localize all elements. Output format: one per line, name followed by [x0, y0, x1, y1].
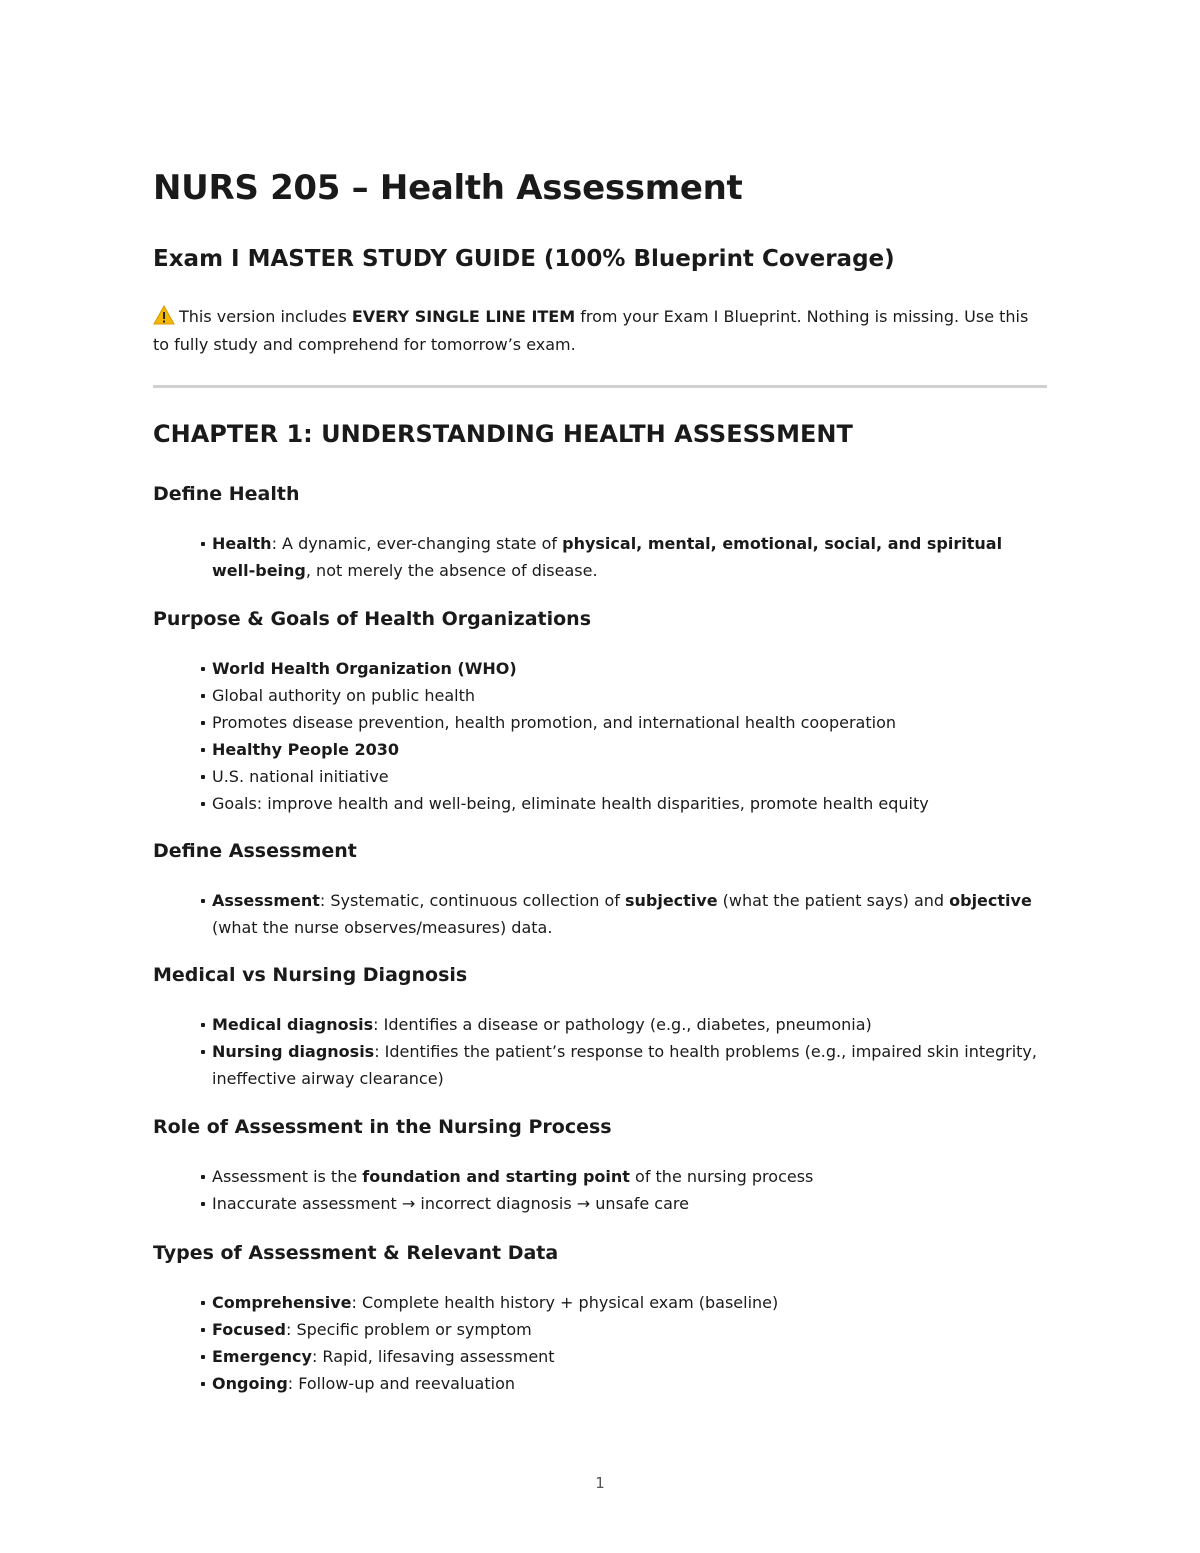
- section-heading: Define Health: [153, 483, 300, 505]
- item-bold-text: Nursing diagnosis: [212, 1042, 375, 1061]
- bullet-list: [201, 887, 1047, 941]
- list-item: [201, 763, 1047, 790]
- item-text: of the nursing process: [629, 1167, 814, 1186]
- list-item: [201, 655, 1047, 682]
- intro-text-before: This version includes: [179, 307, 352, 326]
- intro-text-after: from your Exam I Blueprint. Nothing is missing. Use this to fully study and comprehend for tomorrow’s exam.: [153, 307, 1029, 354]
- section-define-health: [153, 481, 1047, 580]
- item-text: Promotes disease prevention, health promotion, and international health cooperation: [212, 713, 897, 732]
- item-text: , not merely the absence of disease.: [305, 561, 598, 580]
- item-bold-text: World Health Organization (WHO): [212, 659, 517, 678]
- item-text: Goals: improve health and well-being, eliminate health disparities, promote health equity: [212, 794, 929, 813]
- item-text: : Rapid, lifesaving assessment: [311, 1347, 555, 1366]
- intro-text-bold: EVERY SINGLE LINE ITEM: [351, 307, 576, 326]
- item-text: U.S. national initiative: [212, 767, 389, 786]
- section-role-of-assessment: [153, 1114, 1047, 1213]
- item-bold-text: subjective: [624, 891, 718, 910]
- bullet-list: [201, 1289, 1047, 1397]
- item-text: : Systematic, continuous collection of: [319, 891, 625, 910]
- item-bold-text: foundation and starting point: [362, 1167, 630, 1186]
- list-item: [201, 682, 1047, 709]
- item-text: : Identifies a disease or pathology (e.g., diabetes, pneumonia): [373, 1015, 872, 1034]
- item-bold-text: Medical diagnosis: [212, 1015, 374, 1034]
- item-bold-text: Healthy People 2030: [212, 740, 400, 759]
- bullet-list: [201, 1163, 1047, 1217]
- list-item: [201, 1343, 1047, 1370]
- document-title: NURS 205 – Health Assessment: [153, 168, 743, 208]
- list-item: [201, 709, 1047, 736]
- item-text: (what the patient says) and: [717, 891, 950, 910]
- list-item: [201, 1370, 1047, 1397]
- item-text: : Specific problem or symptom: [285, 1320, 532, 1339]
- section-heading: Purpose & Goals of Health Organizations: [153, 608, 592, 630]
- item-text: : Identifies the patient’s response to health problems (e.g., impaired skin integrity, ineffective airway clearance): [212, 1042, 1037, 1088]
- item-bold-text: objective: [949, 891, 1032, 910]
- item-bold-text: Assessment: [212, 891, 320, 910]
- list-item: [201, 1289, 1047, 1316]
- term-health: Health: [212, 534, 272, 553]
- item-bold-text: physical, mental, emotional, social, and spiritual well-being: [212, 534, 1003, 580]
- section-purpose-goals: [153, 606, 1047, 813]
- list-item: [201, 1011, 1047, 1038]
- page-number: 1: [595, 1474, 605, 1492]
- list-item: [201, 736, 1047, 763]
- item-bold-text: Comprehensive: [212, 1293, 352, 1312]
- section-heading: Define Assessment: [153, 840, 357, 862]
- list-item: [201, 1038, 1047, 1092]
- list-item: [201, 887, 1047, 941]
- list-item: [201, 790, 1047, 817]
- list-item: [201, 1316, 1047, 1343]
- item-bold-text: Ongoing: [212, 1374, 288, 1393]
- section-heading: Medical vs Nursing Diagnosis: [153, 964, 468, 986]
- bullet-list: [201, 530, 1047, 584]
- warning-icon: [153, 305, 175, 325]
- item-text: Assessment is the: [212, 1167, 363, 1186]
- horizontal-rule: [153, 385, 1047, 388]
- list-item: [201, 1163, 1047, 1190]
- section-heading: Types of Assessment & Relevant Data: [153, 1242, 559, 1264]
- list-item: [201, 1190, 1047, 1217]
- section-medical-vs-nursing: [153, 962, 1047, 1088]
- item-text: Global authority on public health: [212, 686, 476, 705]
- item-text: (what the nurse observes/measures) data.: [212, 918, 553, 937]
- item-text: : Complete health history + physical exam (baseline): [351, 1293, 779, 1312]
- section-types-of-assessment: [153, 1240, 1047, 1393]
- section-define-assessment: [153, 838, 1047, 937]
- document-subtitle: Exam I MASTER STUDY GUIDE (100% Blueprint Coverage): [153, 246, 895, 272]
- item-bold-text: Emergency: [212, 1347, 312, 1366]
- bullet-list: [201, 655, 1047, 817]
- section-heading: Role of Assessment in the Nursing Process: [153, 1116, 612, 1138]
- list-item: [201, 530, 1047, 584]
- item-text: : A dynamic, ever-changing state of: [271, 534, 563, 553]
- item-text: Inaccurate assessment → incorrect diagnosis → unsafe care: [212, 1194, 689, 1213]
- bullet-list: [201, 1011, 1047, 1092]
- item-text: : Follow-up and reevaluation: [287, 1374, 515, 1393]
- intro-paragraph: [153, 303, 1047, 359]
- chapter-title: CHAPTER 1: UNDERSTANDING HEALTH ASSESSMENT: [153, 420, 853, 448]
- item-bold-text: Focused: [212, 1320, 286, 1339]
